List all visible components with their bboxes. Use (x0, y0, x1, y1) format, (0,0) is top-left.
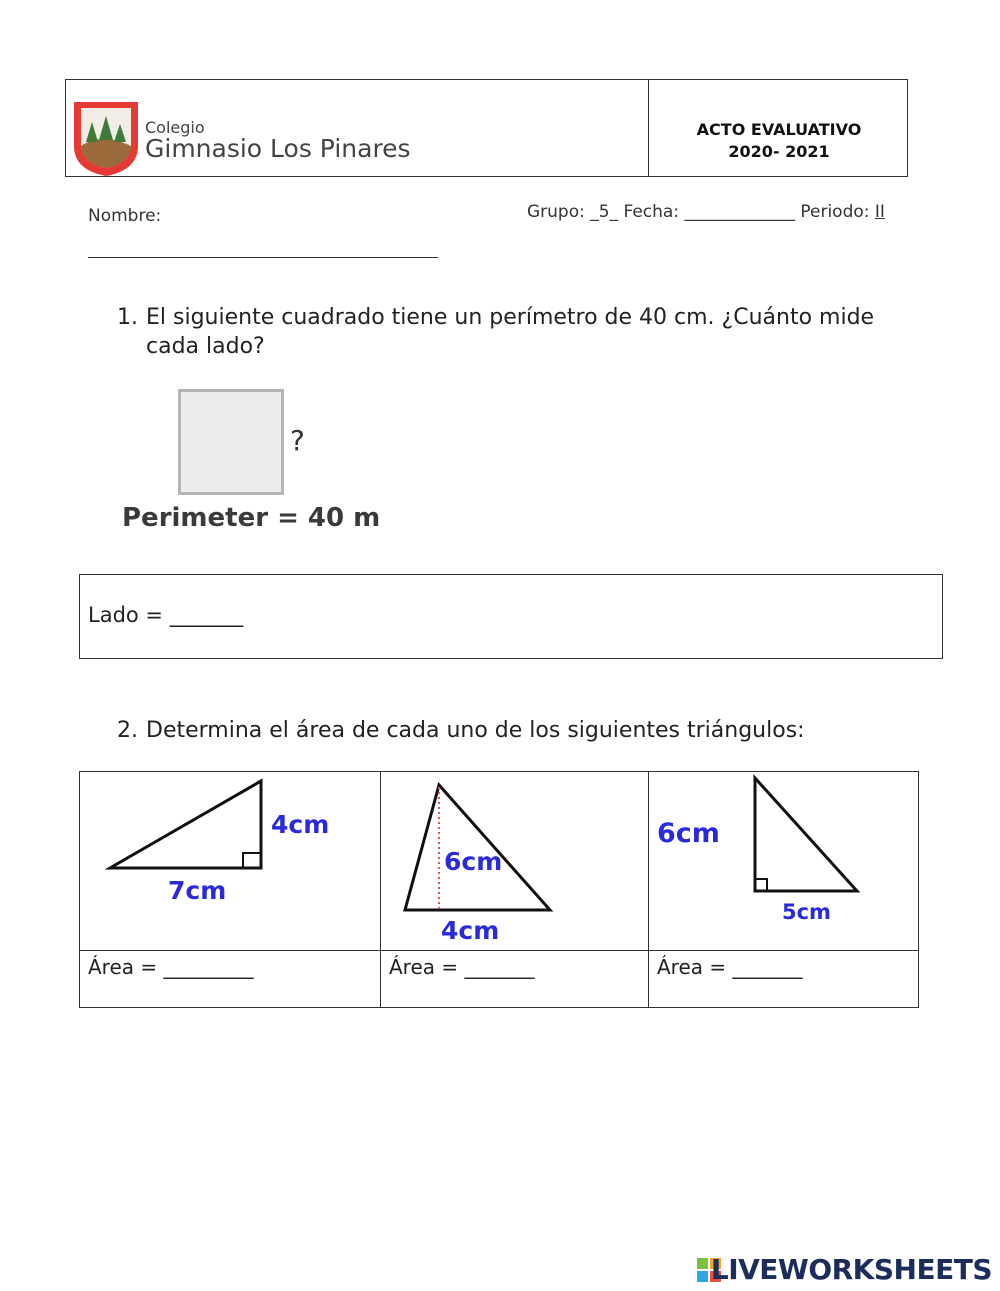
triangle-1-base-label: 7cm (168, 876, 227, 905)
triangle-3-answer[interactable]: Área = _______ (657, 955, 803, 979)
triangle-1-right-angle (243, 853, 261, 868)
triangle-2-base-label: 4cm (441, 916, 500, 945)
school-logo (72, 100, 140, 178)
eval-title-block (650, 119, 908, 163)
triangles-table-col-divider-1 (380, 771, 381, 1008)
triangle-3-base-label: 5cm (782, 900, 831, 924)
header-divider (648, 79, 649, 177)
lado-answer-label: Lado = _______ (88, 603, 244, 627)
eval-years: 2020- 2021 (728, 142, 830, 161)
grupo-fecha-periodo (527, 202, 885, 222)
triangles-table-col-divider-2 (648, 771, 649, 1008)
triangle-3-figure (745, 772, 870, 902)
perimeter-caption: Perimeter = 40 m (122, 503, 381, 533)
liveworksheets-watermark: LIVEWORKSHEETS (710, 1253, 992, 1286)
question-1-number: 1. (117, 305, 138, 330)
triangle-2-height-label: 6cm (444, 847, 503, 876)
triangle-1-height-label: 4cm (271, 810, 330, 839)
square-side-question-mark: ? (290, 424, 305, 457)
triangle-3-shape (755, 778, 857, 891)
grupo-fecha-text: Grupo: _5_ Fecha: _____________ Periodo: (527, 202, 870, 222)
question-2-number: 2. (117, 718, 138, 743)
triangle-2-answer[interactable]: Área = _______ (389, 955, 535, 979)
school-name: Gimnasio Los Pinares (145, 134, 411, 163)
nombre-label: Nombre: (88, 206, 162, 226)
school-prefix: Colegio (145, 118, 205, 137)
triangle-1-shape (110, 781, 261, 868)
triangle-3-right-angle (755, 879, 767, 891)
lado-answer-box[interactable] (79, 574, 943, 659)
question-2-text: Determina el área de cada uno de los siguientes triángulos: (146, 718, 805, 743)
triangle-1-answer[interactable]: Área = _________ (88, 955, 254, 979)
question-1-text-line2: cada lado? (146, 334, 265, 359)
question-1-text-line1: El siguiente cuadrado tiene un perímetro de 40 cm. ¿Cuánto mide (146, 305, 875, 330)
periodo-value: II (874, 202, 885, 222)
triangle-1-figure (100, 775, 370, 945)
triangle-3-height-label: 6cm (657, 818, 720, 849)
square-figure (178, 389, 284, 495)
eval-title: ACTO EVALUATIVO (696, 120, 862, 139)
nombre-answer-line[interactable] (88, 257, 438, 258)
triangles-table-row-divider (79, 950, 919, 951)
